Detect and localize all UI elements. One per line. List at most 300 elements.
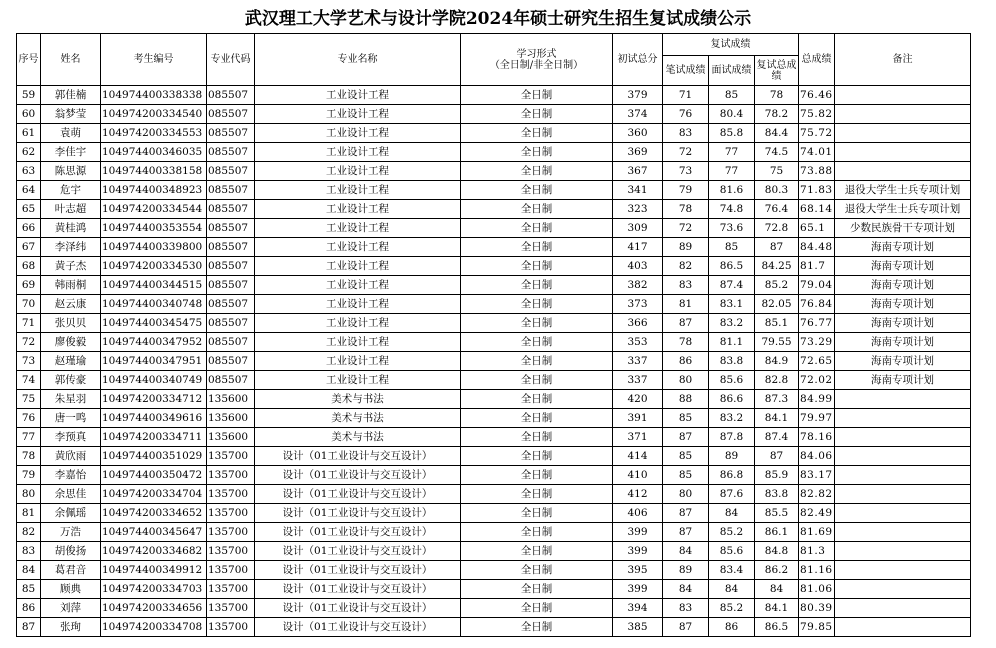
cell-written: 80 — [663, 371, 709, 390]
cell-exam-id: 104974200334682 — [101, 542, 207, 561]
cell-interview: 85.2 — [709, 523, 755, 542]
table-row — [17, 295, 971, 314]
cell-written: 87 — [663, 504, 709, 523]
cell-major-name: 工业设计工程 — [255, 162, 461, 181]
cell-seq: 63 — [17, 162, 41, 181]
cell-seq: 64 — [17, 181, 41, 200]
cell-retest-total: 80.3 — [755, 181, 799, 200]
cell-initial-total: 391 — [613, 409, 663, 428]
cell-retest-total: 85.5 — [755, 504, 799, 523]
cell-retest-total: 84.4 — [755, 124, 799, 143]
cell-total: 81.7 — [799, 257, 835, 276]
cell-name: 余思佳 — [41, 485, 101, 504]
cell-initial-total: 414 — [613, 447, 663, 466]
cell-remarks: 海南专项计划 — [835, 371, 971, 390]
cell-major-code: 085507 — [207, 86, 255, 105]
cell-name: 胡俊扬 — [41, 542, 101, 561]
cell-total: 80.39 — [799, 599, 835, 618]
cell-initial-total: 337 — [613, 352, 663, 371]
table-row — [17, 333, 971, 352]
table-row — [17, 276, 971, 295]
cell-interview: 87.8 — [709, 428, 755, 447]
cell-total: 83.17 — [799, 466, 835, 485]
cell-exam-id: 104974400346035 — [101, 143, 207, 162]
table-row — [17, 352, 971, 371]
header-retest-total: 复试总成绩 — [755, 56, 799, 86]
cell-study-mode: 全日制 — [461, 580, 613, 599]
cell-written: 88 — [663, 390, 709, 409]
cell-interview: 83.2 — [709, 314, 755, 333]
table-row — [17, 219, 971, 238]
cell-major-name: 工业设计工程 — [255, 295, 461, 314]
cell-written: 71 — [663, 86, 709, 105]
cell-study-mode: 全日制 — [461, 295, 613, 314]
cell-remarks — [835, 447, 971, 466]
cell-major-code: 135700 — [207, 523, 255, 542]
cell-name: 万浩 — [41, 523, 101, 542]
cell-total: 76.46 — [799, 86, 835, 105]
cell-major-code: 085507 — [207, 276, 255, 295]
cell-major-code: 135700 — [207, 504, 255, 523]
cell-interview: 80.4 — [709, 105, 755, 124]
cell-retest-total: 86.1 — [755, 523, 799, 542]
cell-seq: 69 — [17, 276, 41, 295]
header-total: 总成绩 — [799, 34, 835, 86]
table-row — [17, 485, 971, 504]
cell-seq: 83 — [17, 542, 41, 561]
cell-interview: 85.6 — [709, 371, 755, 390]
cell-written: 86 — [663, 352, 709, 371]
cell-initial-total: 399 — [613, 580, 663, 599]
table-row — [17, 561, 971, 580]
cell-initial-total: 379 — [613, 86, 663, 105]
header-remarks: 备注 — [835, 34, 971, 86]
cell-seq: 68 — [17, 257, 41, 276]
table-row — [17, 580, 971, 599]
cell-remarks — [835, 390, 971, 409]
cell-total: 81.3 — [799, 542, 835, 561]
table-row — [17, 200, 971, 219]
cell-initial-total: 369 — [613, 143, 663, 162]
cell-initial-total: 417 — [613, 238, 663, 257]
cell-remarks: 海南专项计划 — [835, 333, 971, 352]
cell-total: 75.72 — [799, 124, 835, 143]
cell-remarks: 海南专项计划 — [835, 276, 971, 295]
cell-exam-id: 104974200334703 — [101, 580, 207, 599]
cell-name: 顾典 — [41, 580, 101, 599]
cell-written: 79 — [663, 181, 709, 200]
cell-total: 84.06 — [799, 447, 835, 466]
cell-retest-total: 84.9 — [755, 352, 799, 371]
cell-interview: 86 — [709, 618, 755, 637]
cell-name: 李泽纬 — [41, 238, 101, 257]
cell-exam-id: 104974400348923 — [101, 181, 207, 200]
cell-written: 84 — [663, 580, 709, 599]
header-major-code: 专业代码 — [207, 34, 255, 86]
cell-retest-total: 87.3 — [755, 390, 799, 409]
cell-retest-total: 84.1 — [755, 409, 799, 428]
cell-major-code: 085507 — [207, 352, 255, 371]
cell-study-mode: 全日制 — [461, 314, 613, 333]
cell-written: 89 — [663, 561, 709, 580]
header-major-name: 专业名称 — [255, 34, 461, 86]
cell-remarks — [835, 162, 971, 181]
cell-written: 87 — [663, 314, 709, 333]
cell-initial-total: 341 — [613, 181, 663, 200]
cell-seq: 79 — [17, 466, 41, 485]
cell-initial-total: 410 — [613, 466, 663, 485]
cell-retest-total: 75 — [755, 162, 799, 181]
cell-written: 83 — [663, 124, 709, 143]
cell-study-mode: 全日制 — [461, 105, 613, 124]
table-row — [17, 181, 971, 200]
cell-initial-total: 403 — [613, 257, 663, 276]
cell-seq: 67 — [17, 238, 41, 257]
cell-study-mode: 全日制 — [461, 86, 613, 105]
cell-name: 刘萍 — [41, 599, 101, 618]
cell-study-mode: 全日制 — [461, 618, 613, 637]
table-row — [17, 618, 971, 637]
cell-seq: 81 — [17, 504, 41, 523]
cell-retest-total: 82.05 — [755, 295, 799, 314]
table-row — [17, 599, 971, 618]
cell-written: 83 — [663, 276, 709, 295]
cell-remarks — [835, 523, 971, 542]
cell-retest-total: 82.8 — [755, 371, 799, 390]
cell-total: 68.14 — [799, 200, 835, 219]
cell-major-code: 135700 — [207, 599, 255, 618]
cell-study-mode: 全日制 — [461, 542, 613, 561]
cell-name: 黄欣雨 — [41, 447, 101, 466]
cell-interview: 85 — [709, 238, 755, 257]
cell-exam-id: 104974200334652 — [101, 504, 207, 523]
cell-retest-total: 78 — [755, 86, 799, 105]
cell-total: 73.88 — [799, 162, 835, 181]
header-exam-id: 考生编号 — [101, 34, 207, 86]
results-table — [16, 33, 971, 637]
cell-name: 黄子杰 — [41, 257, 101, 276]
table-row — [17, 105, 971, 124]
table-row — [17, 143, 971, 162]
cell-name: 陈思源 — [41, 162, 101, 181]
cell-major-name: 设计（01工业设计与交互设计） — [255, 447, 461, 466]
cell-retest-total: 85.2 — [755, 276, 799, 295]
cell-major-name: 设计（01工业设计与交互设计） — [255, 504, 461, 523]
cell-total: 76.84 — [799, 295, 835, 314]
cell-name: 郭传豪 — [41, 371, 101, 390]
cell-study-mode: 全日制 — [461, 371, 613, 390]
cell-major-code: 085507 — [207, 105, 255, 124]
table-row — [17, 124, 971, 143]
cell-seq: 86 — [17, 599, 41, 618]
cell-major-name: 美术与书法 — [255, 390, 461, 409]
cell-exam-id: 104974400340749 — [101, 371, 207, 390]
cell-exam-id: 104974400349616 — [101, 409, 207, 428]
cell-study-mode: 全日制 — [461, 390, 613, 409]
cell-remarks — [835, 542, 971, 561]
cell-remarks — [835, 504, 971, 523]
cell-retest-total: 87 — [755, 238, 799, 257]
cell-seq: 65 — [17, 200, 41, 219]
cell-seq: 60 — [17, 105, 41, 124]
cell-name: 叶志超 — [41, 200, 101, 219]
cell-remarks — [835, 428, 971, 447]
cell-name: 余佩瑶 — [41, 504, 101, 523]
cell-written: 72 — [663, 219, 709, 238]
table-row — [17, 162, 971, 181]
cell-major-code: 085507 — [207, 238, 255, 257]
cell-written: 87 — [663, 428, 709, 447]
cell-retest-total: 87.4 — [755, 428, 799, 447]
cell-major-name: 工业设计工程 — [255, 276, 461, 295]
cell-name: 危宇 — [41, 181, 101, 200]
cell-major-name: 设计（01工业设计与交互设计） — [255, 466, 461, 485]
cell-study-mode: 全日制 — [461, 143, 613, 162]
cell-study-mode: 全日制 — [461, 523, 613, 542]
cell-seq: 77 — [17, 428, 41, 447]
cell-exam-id: 104974400345475 — [101, 314, 207, 333]
cell-exam-id: 104974200334553 — [101, 124, 207, 143]
cell-major-code: 085507 — [207, 219, 255, 238]
cell-total: 76.77 — [799, 314, 835, 333]
cell-exam-id: 104974200334656 — [101, 599, 207, 618]
cell-major-name: 工业设计工程 — [255, 314, 461, 333]
cell-interview: 77 — [709, 143, 755, 162]
cell-study-mode: 全日制 — [461, 181, 613, 200]
cell-study-mode: 全日制 — [461, 447, 613, 466]
header-seq: 序号 — [17, 34, 41, 86]
cell-total: 74.01 — [799, 143, 835, 162]
cell-study-mode: 全日制 — [461, 200, 613, 219]
cell-interview: 83.2 — [709, 409, 755, 428]
cell-interview: 86.5 — [709, 257, 755, 276]
cell-study-mode: 全日制 — [461, 219, 613, 238]
cell-major-code: 085507 — [207, 200, 255, 219]
cell-study-mode: 全日制 — [461, 257, 613, 276]
cell-remarks: 海南专项计划 — [835, 314, 971, 333]
cell-remarks — [835, 143, 971, 162]
cell-seq: 72 — [17, 333, 41, 352]
cell-written: 84 — [663, 542, 709, 561]
cell-total: 79.97 — [799, 409, 835, 428]
cell-retest-total: 87 — [755, 447, 799, 466]
cell-seq: 62 — [17, 143, 41, 162]
cell-name: 葛君音 — [41, 561, 101, 580]
cell-name: 李预真 — [41, 428, 101, 447]
cell-interview: 81.6 — [709, 181, 755, 200]
cell-major-code: 085507 — [207, 257, 255, 276]
table-row — [17, 466, 971, 485]
cell-major-name: 设计（01工业设计与交互设计） — [255, 580, 461, 599]
cell-exam-id: 104974200334708 — [101, 618, 207, 637]
cell-remarks — [835, 561, 971, 580]
header-initial-total: 初试总分 — [613, 34, 663, 86]
cell-interview: 86.8 — [709, 466, 755, 485]
cell-initial-total: 366 — [613, 314, 663, 333]
cell-seq: 61 — [17, 124, 41, 143]
cell-seq: 75 — [17, 390, 41, 409]
cell-retest-total: 86.5 — [755, 618, 799, 637]
cell-major-name: 设计（01工业设计与交互设计） — [255, 542, 461, 561]
cell-seq: 73 — [17, 352, 41, 371]
cell-seq: 85 — [17, 580, 41, 599]
cell-retest-total: 85.9 — [755, 466, 799, 485]
cell-remarks — [835, 580, 971, 599]
cell-study-mode: 全日制 — [461, 333, 613, 352]
cell-major-name: 设计（01工业设计与交互设计） — [255, 599, 461, 618]
cell-exam-id: 104974200334530 — [101, 257, 207, 276]
cell-major-name: 工业设计工程 — [255, 371, 461, 390]
cell-initial-total: 412 — [613, 485, 663, 504]
cell-name: 韩雨桐 — [41, 276, 101, 295]
header-retest: 复试成绩 — [663, 34, 799, 56]
cell-written: 85 — [663, 409, 709, 428]
cell-total: 72.02 — [799, 371, 835, 390]
cell-initial-total: 382 — [613, 276, 663, 295]
header-name: 姓名 — [41, 34, 101, 86]
cell-retest-total: 79.55 — [755, 333, 799, 352]
cell-initial-total: 360 — [613, 124, 663, 143]
cell-exam-id: 104974400349912 — [101, 561, 207, 580]
cell-initial-total: 373 — [613, 295, 663, 314]
cell-initial-total: 367 — [613, 162, 663, 181]
cell-remarks — [835, 105, 971, 124]
cell-study-mode: 全日制 — [461, 124, 613, 143]
cell-total: 79.04 — [799, 276, 835, 295]
cell-seq: 76 — [17, 409, 41, 428]
cell-seq: 87 — [17, 618, 41, 637]
cell-written: 78 — [663, 333, 709, 352]
cell-study-mode: 全日制 — [461, 599, 613, 618]
cell-major-code: 085507 — [207, 143, 255, 162]
cell-written: 72 — [663, 143, 709, 162]
cell-major-name: 工业设计工程 — [255, 333, 461, 352]
cell-major-code: 085507 — [207, 181, 255, 200]
cell-seq: 66 — [17, 219, 41, 238]
cell-major-code: 135700 — [207, 485, 255, 504]
table-row — [17, 238, 971, 257]
cell-initial-total: 371 — [613, 428, 663, 447]
cell-retest-total: 76.4 — [755, 200, 799, 219]
cell-exam-id: 104974200334712 — [101, 390, 207, 409]
table-row — [17, 371, 971, 390]
cell-major-name: 设计（01工业设计与交互设计） — [255, 523, 461, 542]
cell-major-code: 135700 — [207, 618, 255, 637]
cell-total: 71.83 — [799, 181, 835, 200]
cell-interview: 85 — [709, 86, 755, 105]
cell-name: 朱星羽 — [41, 390, 101, 409]
cell-remarks — [835, 86, 971, 105]
cell-total: 78.16 — [799, 428, 835, 447]
cell-written: 78 — [663, 200, 709, 219]
table-row — [17, 409, 971, 428]
cell-initial-total: 399 — [613, 542, 663, 561]
cell-interview: 77 — [709, 162, 755, 181]
cell-major-name: 工业设计工程 — [255, 257, 461, 276]
cell-total: 82.49 — [799, 504, 835, 523]
cell-initial-total: 374 — [613, 105, 663, 124]
cell-remarks — [835, 466, 971, 485]
cell-remarks — [835, 618, 971, 637]
cell-major-name: 设计（01工业设计与交互设计） — [255, 485, 461, 504]
cell-exam-id: 104974400347951 — [101, 352, 207, 371]
cell-study-mode: 全日制 — [461, 428, 613, 447]
header-written: 笔试成绩 — [663, 56, 709, 86]
cell-exam-id: 104974400347952 — [101, 333, 207, 352]
cell-major-code: 085507 — [207, 371, 255, 390]
cell-total: 82.82 — [799, 485, 835, 504]
cell-remarks: 少数民族骨干专项计划 — [835, 219, 971, 238]
cell-study-mode: 全日制 — [461, 561, 613, 580]
cell-interview: 73.6 — [709, 219, 755, 238]
cell-total: 81.69 — [799, 523, 835, 542]
cell-name: 李嘉怡 — [41, 466, 101, 485]
cell-interview: 81.1 — [709, 333, 755, 352]
cell-retest-total: 86.2 — [755, 561, 799, 580]
cell-name: 唐一鸣 — [41, 409, 101, 428]
cell-seq: 80 — [17, 485, 41, 504]
cell-major-name: 工业设计工程 — [255, 181, 461, 200]
cell-written: 87 — [663, 618, 709, 637]
cell-major-code: 085507 — [207, 162, 255, 181]
cell-retest-total: 78.2 — [755, 105, 799, 124]
cell-exam-id: 104974400345647 — [101, 523, 207, 542]
cell-initial-total: 395 — [613, 561, 663, 580]
cell-exam-id: 104974400339800 — [101, 238, 207, 257]
cell-major-name: 工业设计工程 — [255, 238, 461, 257]
cell-exam-id: 104974200334544 — [101, 200, 207, 219]
cell-remarks — [835, 485, 971, 504]
cell-interview: 74.8 — [709, 200, 755, 219]
cell-initial-total: 337 — [613, 371, 663, 390]
table-row — [17, 257, 971, 276]
cell-initial-total: 399 — [613, 523, 663, 542]
cell-exam-id: 104974400353554 — [101, 219, 207, 238]
cell-major-name: 美术与书法 — [255, 428, 461, 447]
cell-seq: 70 — [17, 295, 41, 314]
cell-major-code: 135600 — [207, 409, 255, 428]
cell-major-code: 135700 — [207, 447, 255, 466]
cell-exam-id: 104974200334540 — [101, 105, 207, 124]
cell-remarks — [835, 124, 971, 143]
cell-interview: 85.6 — [709, 542, 755, 561]
header-study-mode: 学习形式 （全日制/非全日制） — [461, 34, 613, 86]
cell-initial-total: 309 — [613, 219, 663, 238]
cell-written: 89 — [663, 238, 709, 257]
cell-major-name: 设计（01工业设计与交互设计） — [255, 618, 461, 637]
header-interview: 面试成绩 — [709, 56, 755, 86]
cell-exam-id: 104974400350472 — [101, 466, 207, 485]
cell-total: 75.82 — [799, 105, 835, 124]
cell-major-code: 085507 — [207, 314, 255, 333]
cell-initial-total: 323 — [613, 200, 663, 219]
cell-study-mode: 全日制 — [461, 409, 613, 428]
cell-seq: 59 — [17, 86, 41, 105]
cell-study-mode: 全日制 — [461, 276, 613, 295]
cell-remarks — [835, 599, 971, 618]
cell-seq: 71 — [17, 314, 41, 333]
cell-written: 82 — [663, 257, 709, 276]
cell-retest-total: 74.5 — [755, 143, 799, 162]
cell-total: 84.99 — [799, 390, 835, 409]
cell-total: 65.1 — [799, 219, 835, 238]
table-row — [17, 447, 971, 466]
cell-interview: 86.6 — [709, 390, 755, 409]
table-row — [17, 86, 971, 105]
cell-major-code: 085507 — [207, 333, 255, 352]
cell-initial-total: 385 — [613, 618, 663, 637]
cell-remarks: 海南专项计划 — [835, 352, 971, 371]
